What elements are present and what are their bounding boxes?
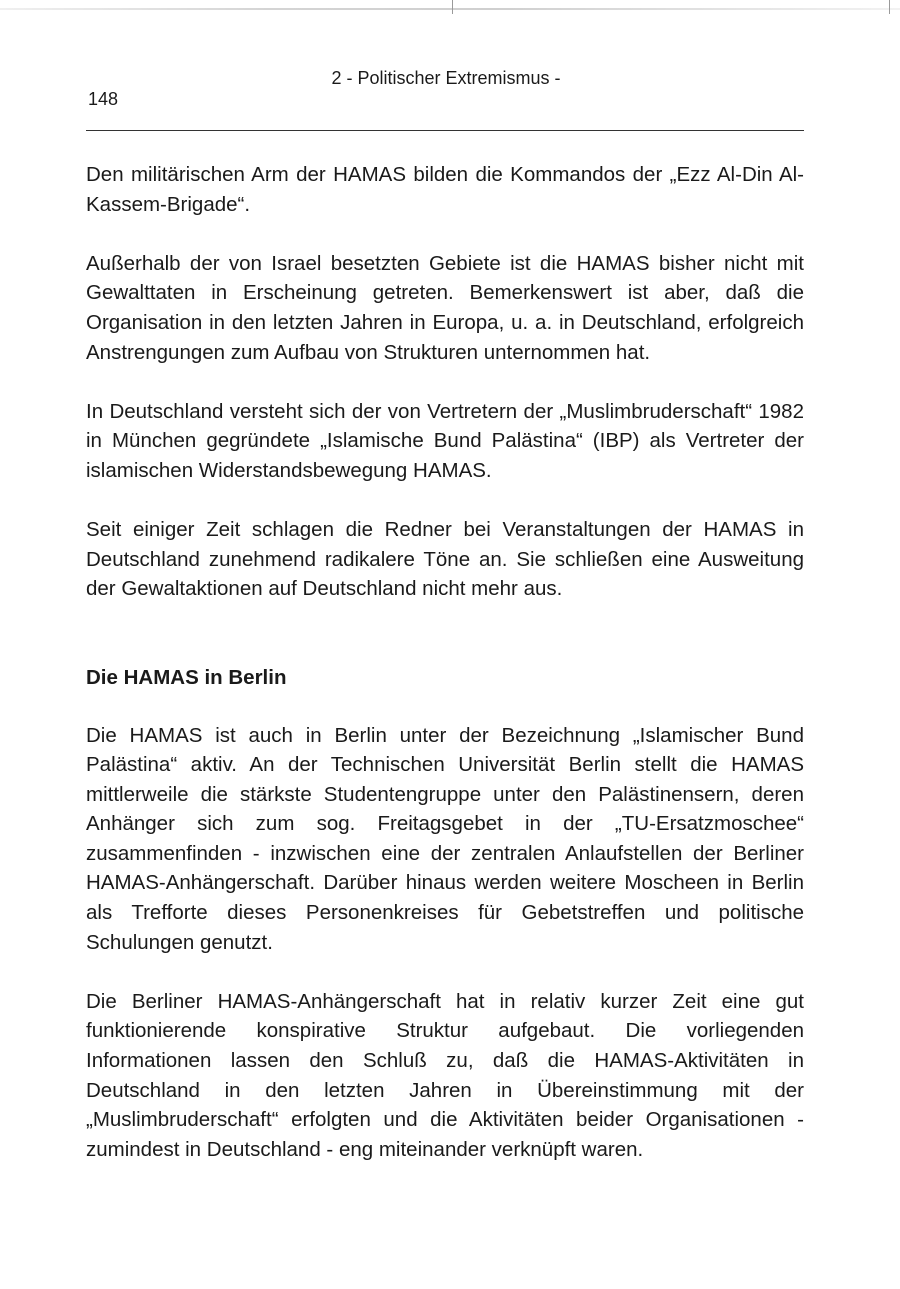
paragraph: Die HAMAS ist auch in Berlin unter der Bezeichnung „Islamischer Bund Palästina“ aktiv. An der Technischen Universität Berlin stellt die HAMAS mittlerweile die stärkste Studentengruppe unter den Palästinensern, deren Anhänger sich zum sog. Freitagsgebet in der „TU-Ersatzmoschee“ zusammenfinden - inzwischen eine der zentralen Anlaufstellen der Berliner HAMAS-Anhängerschaft. Darüber hinaus werden weitere Moscheen in Berlin als Trefforte dieses Personenkreises für Gebetstreffen und politische Schulungen genutzt. [86, 723, 804, 954]
paragraph: Die Berliner HAMAS-Anhängerschaft hat in relativ kurzer Zeit eine gut funktionierende konspirative Struktur aufgebaut. Die vorliegenden Informationen lassen den Schluß zu, daß die HAMAS-Aktivitäten in Deutschland in den letzten Jahren in Übereinstimmung mit der „Muslimbruderschaft“ erfolgten und die Aktivitäten beider Organisationen - zumindest in Deutschland - eng miteinander verknüpft waren. [86, 989, 804, 1161]
running-title: 2 - Politischer Extremismus - [331, 68, 561, 88]
page-content [86, 160, 804, 1194]
section-heading: Die HAMAS in Berlin [86, 665, 287, 689]
paragraph: Außerhalb der von Israel besetzten Gebiete ist die HAMAS bisher nicht mit Gewalttaten in Erscheinung getreten. Bemerkenswert ist aber, daß die Organisation in den letzten Jahren in Europa, u. a. in Deutschland, erfolgreich Anstrengungen zum Aufbau von Strukturen unternommen hat. [86, 251, 804, 364]
paragraph: In Deutschland versteht sich der von Vertretern der „Muslimbruderschaft“ 1982 in München gegründete „Islamische Bund Palästina“ (IBP) als Vertreter der islamischen Widerstandsbewegung HAMAS. [86, 399, 804, 482]
paragraph: Seit einiger Zeit schlagen die Redner bei Veranstaltungen der HAMAS in Deutschland zunehmend radikalere Töne an. Sie schließen eine Ausweitung der Gewaltaktionen auf Deutschland nicht mehr aus. [86, 518, 804, 601]
header-rule [86, 130, 804, 131]
scan-edge [0, 8, 900, 10]
scan-mark [452, 0, 453, 14]
paragraph: Den militärischen Arm der HAMAS bilden die Kommandos der „Ezz Al-Din Al-Kassem-Brigade“. [86, 163, 804, 216]
page-number: 148 [88, 89, 119, 109]
scan-mark [889, 0, 890, 14]
